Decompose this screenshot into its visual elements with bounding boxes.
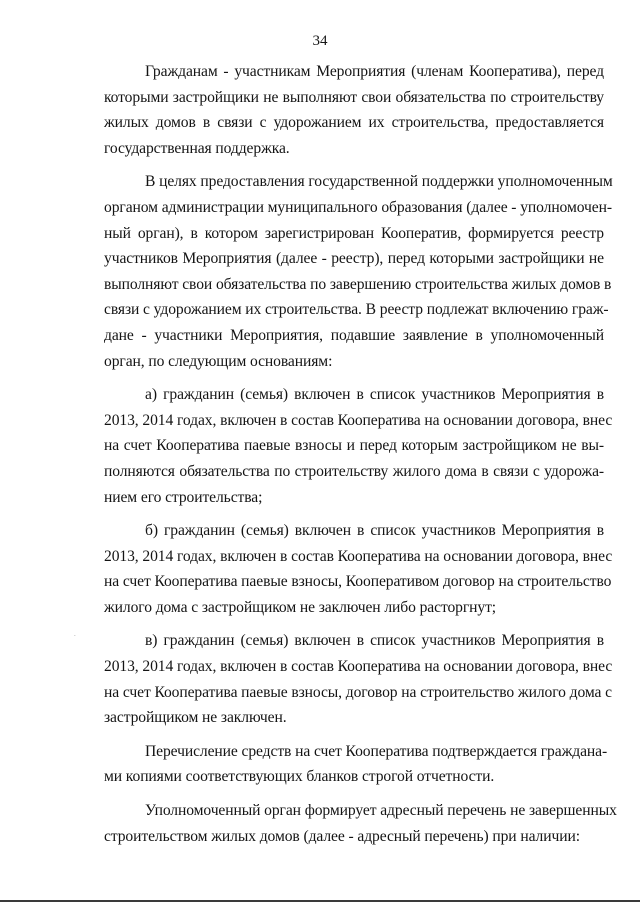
text-line: участников Мероприятия (далее - реестр), перед которыми застройщики не <box>104 250 604 268</box>
text-line: органом администрации муниципального образования (далее - уполномочен- <box>104 198 612 216</box>
scan-speck: . <box>74 630 76 638</box>
text-line: 2013, 2014 годах, включен в состав Кооператива на основании договора, внес <box>104 547 613 565</box>
text-line: орган, по следующим основаниям: <box>104 352 333 370</box>
text-line: 2013, 2014 годах, включен в состав Кооператива на основании договора, внес <box>104 658 613 676</box>
text-line: государственная поддержка. <box>104 139 290 157</box>
text-line: 2013, 2014 годах, включен в состав Кооператива на основании договора, внес <box>104 411 613 429</box>
paragraph-item-v <box>104 628 613 730</box>
body-text <box>104 59 617 857</box>
text-line: на счет Кооператива паевые взносы, договор на строительство жилого дома с <box>104 683 612 701</box>
text-line: нием его строительства; <box>104 488 263 506</box>
text-line: Гражданам - участникам Мероприятия (членам Кооператива), перед <box>145 63 604 80</box>
text-line: а) гражданин (семья) включен в список участников Мероприятия в <box>145 386 604 404</box>
text-line: ми копиями соответствующих бланков строгой отчетности. <box>104 768 495 786</box>
text-line: жилых домов в связи с удорожанием их строительства, предоставляется <box>104 114 604 132</box>
text-line: б) гражданин (семья) включен в список участников Мероприятия в <box>145 522 604 540</box>
paragraph-item-a <box>104 382 613 510</box>
text-line: в) гражданин (семья) включен в список участников Мероприятия в <box>145 632 604 650</box>
text-line: дане - участники Мероприятия, подавшие заявление в уполномоченный <box>104 326 604 344</box>
text-line: которыми застройщики не выполняют свои обязательства по строительству <box>104 88 604 106</box>
text-line: на счет Кооператива паевые взносы и перед которым застройщиком не вы- <box>104 437 604 455</box>
paragraph-6 <box>104 739 608 790</box>
text-line: застройщиком не заключен. <box>104 709 287 727</box>
text-line: ный орган), в котором зарегистрирован Кооператив, формируется реестр <box>104 224 604 242</box>
text-line: Перечисление средств на счет Кооператива подтверждается граждана- <box>145 742 608 760</box>
text-line: связи с удорожанием их строительства. В реестр подлежат включению граж- <box>104 301 609 319</box>
text-line: выполняют свои обязательства по завершению строительства жилых домов в <box>104 275 612 293</box>
text-line: жилого дома с застройщиком не заключен либо расторгнут; <box>104 598 497 616</box>
paragraph-7 <box>104 798 617 849</box>
paragraph-item-b <box>104 518 613 620</box>
text-line: полняются обязательства по строительству жилого дома в связи с удорожа- <box>104 462 604 480</box>
text-line: строительством жилых домов (далее - адресный перечень) при наличии: <box>104 827 580 845</box>
page-number: 34 <box>312 33 328 49</box>
text-line: В целях предоставления государственной поддержки уполномоченным <box>145 173 613 191</box>
text-line: на счет Кооператива паевые взносы, Кооперативом договор на строительство <box>104 573 612 591</box>
paragraph-1 <box>104 59 604 161</box>
paragraph-2 <box>104 169 613 374</box>
bottom-rule <box>0 900 640 902</box>
text-line: Уполномоченный орган формирует адресный перечень не завершенных <box>145 802 617 820</box>
